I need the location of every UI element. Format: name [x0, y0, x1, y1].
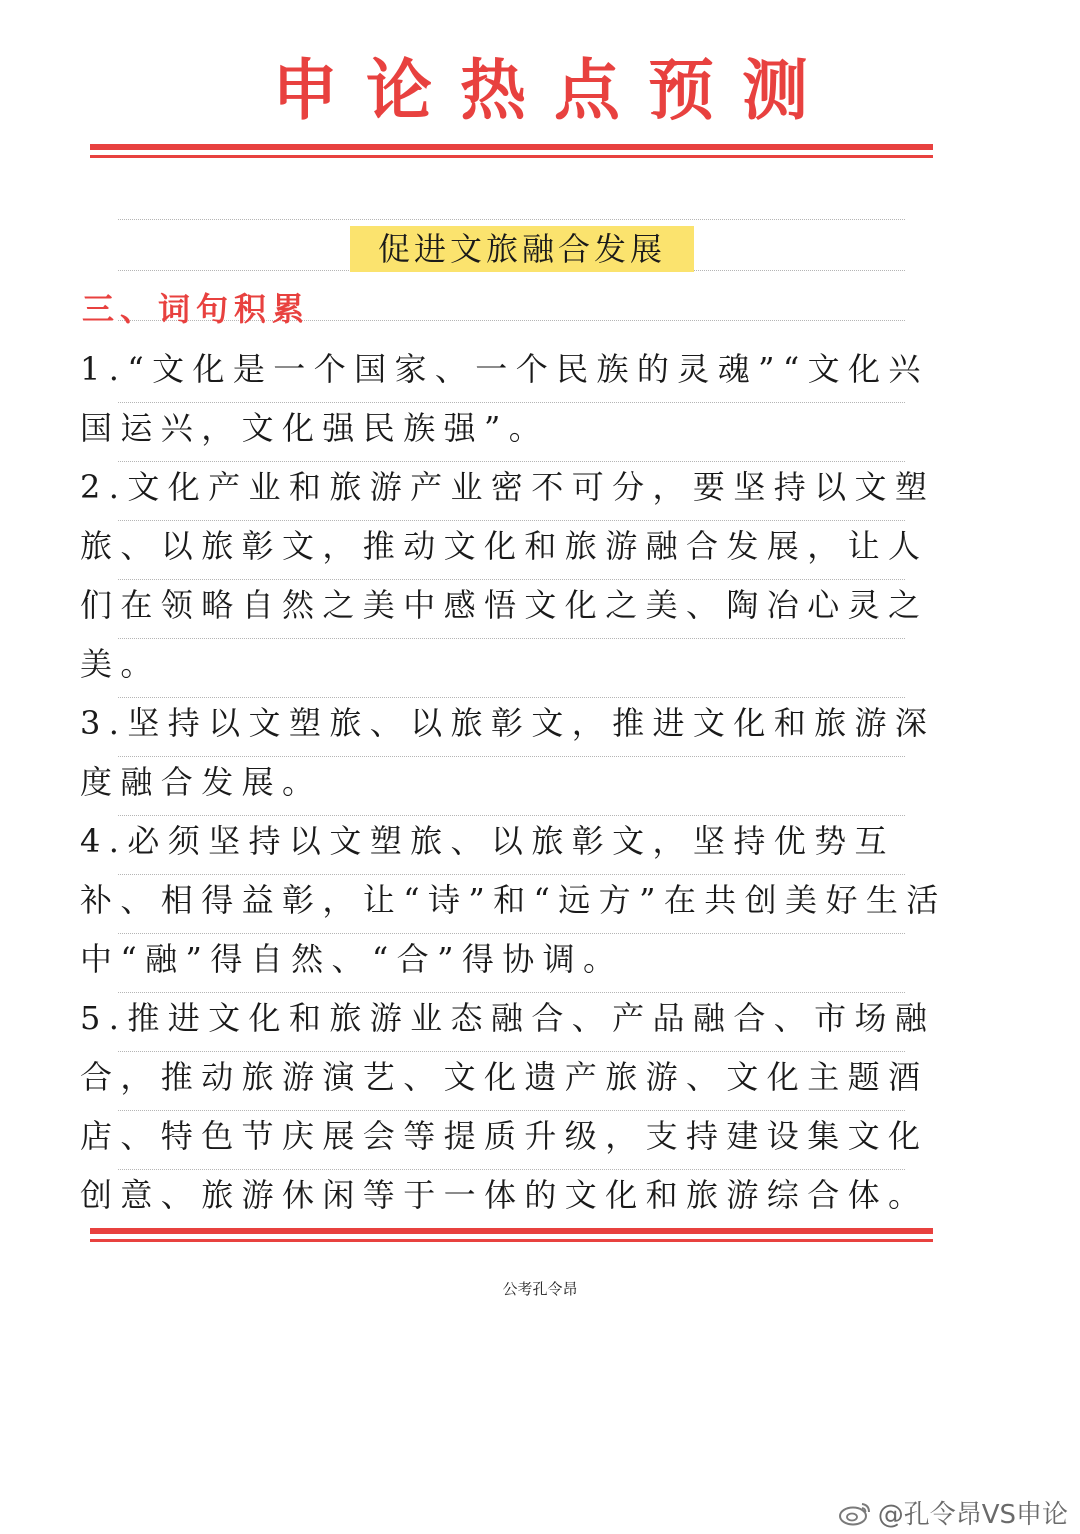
header-rule-thin — [90, 155, 933, 158]
watermark — [838, 1494, 1068, 1531]
header-rule-thick — [90, 144, 933, 150]
footer-credit: 公考孔令昂 — [502, 1280, 578, 1298]
watermark-text: @孔令昂VS申论 — [877, 1500, 1068, 1530]
phrase-list — [80, 340, 950, 1225]
list-item: 3.坚持以文塑旅、以旅彰文，推进文化和旅游深度融合发展。 — [80, 704, 936, 801]
topic-label: 促进文旅融合发展 — [350, 226, 694, 272]
list-item: 2.文化产业和旅游产业密不可分，要坚持以文塑旅、以旅彰文，推动文化和旅游融合发展，让人们在领略自然之美中感悟文化之美、陶冶心灵之美。 — [80, 468, 936, 683]
list-item: 5.推进文化和旅游业态融合、产品融合、市场融合，推动旅游演艺、文化遗产旅游、文化主题酒店、特色节庆展会等提质升级，支持建设集文化创意、旅游休闲等于一体的文化和旅游综合体。 — [80, 999, 936, 1214]
list-item: 4.必须坚持以文塑旅、以旅彰文，坚持优势互补、相得益彰，让“诗”和“远方”在共创美好生活中“融”得自然、“合”得协调。 — [80, 822, 947, 978]
guide-line — [118, 219, 905, 220]
footer-rule-thin — [90, 1239, 933, 1242]
section-heading: 三、词句积累 — [82, 290, 311, 328]
list-item: 1.“文化是一个国家、一个民族的灵魂”“文化兴国运兴，文化强民族强”。 — [80, 350, 929, 447]
footer-rule-thick — [90, 1228, 933, 1234]
weibo-logo-icon — [838, 1500, 872, 1526]
page-title: 申论热点预测 — [272, 51, 836, 129]
